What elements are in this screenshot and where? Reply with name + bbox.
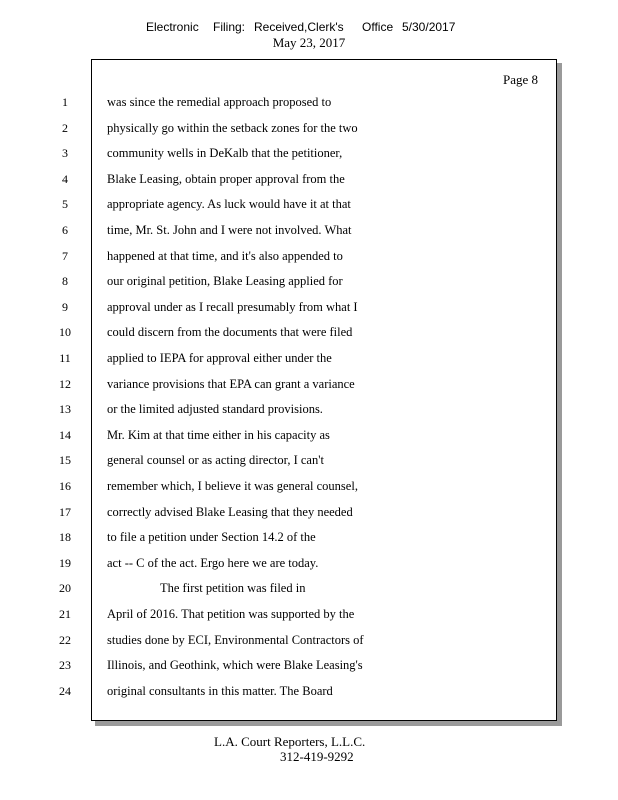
footer-phone: 312-419-9292 <box>280 749 354 764</box>
line-text: remember which, I believe it was general counsel, <box>107 479 358 493</box>
line-text: The first petition was filed in <box>160 581 306 596</box>
line-number: 8 <box>62 274 68 289</box>
line-number: 21 <box>59 607 71 621</box>
line-number: 7 <box>62 248 68 263</box>
line-text: could discern from the documents that were filed <box>107 325 353 340</box>
line-text: original consultants in this matter. The Board <box>107 683 333 698</box>
line-text: general counsel or as acting director, I can't <box>107 453 324 468</box>
line-number: 1 <box>62 95 68 109</box>
page-number: Page 8 <box>503 72 539 87</box>
line-text: studies done by ECI, Environmental Contractors of <box>107 632 364 647</box>
line-text: was since the remedial approach proposed to <box>107 95 332 109</box>
line-number: 6 <box>62 223 68 237</box>
line-number: 5 <box>62 197 68 212</box>
stamp-received: Received,Clerk's <box>254 20 344 34</box>
line-number: 19 <box>59 555 71 570</box>
line-number: 16 <box>59 479 71 493</box>
stamp-filing: Filing: <box>213 20 246 34</box>
line-text: approval under as I recall presumably from what I <box>107 299 358 314</box>
line-number: 20 <box>59 581 71 596</box>
line-text: community wells in DeKalb that the petitioner, <box>107 146 343 161</box>
stamp-office: Office <box>362 20 394 34</box>
footer-company: L.A. Court Reporters, L.L.C. <box>214 734 366 749</box>
line-number: 22 <box>59 632 71 647</box>
line-number: 13 <box>59 402 71 417</box>
line-text: appropriate agency. As luck would have it at that <box>107 197 351 212</box>
stamp-date: 5/30/2017 <box>402 20 456 34</box>
line-text: to file a petition under Section 14.2 of the <box>107 530 316 545</box>
line-text: Blake Leasing, obtain proper approval from the <box>107 171 345 186</box>
line-text: applied to IEPA for approval either under the <box>107 351 332 365</box>
line-text: our original petition, Blake Leasing applied for <box>107 274 343 289</box>
line-text: correctly advised Blake Leasing that they needed <box>107 504 353 519</box>
stamp-electronic: Electronic <box>146 20 199 34</box>
line-text: Illinois, and Geothink, which were Blake Leasing's <box>107 658 363 673</box>
line-number: 2 <box>62 120 68 135</box>
line-number: 4 <box>62 171 68 186</box>
line-number: 9 <box>62 299 68 314</box>
line-number: 18 <box>59 530 71 545</box>
line-text: time, Mr. St. John and I were not involved. What <box>107 223 352 237</box>
line-text: variance provisions that EPA can grant a variance <box>107 376 355 391</box>
line-text: or the limited adjusted standard provisions. <box>107 402 323 417</box>
line-number: 3 <box>62 146 68 161</box>
line-text: happened at that time, and it's also appended to <box>107 248 343 263</box>
transcript-date: May 23, 2017 <box>272 35 346 50</box>
line-number: 14 <box>59 427 71 442</box>
line-text: physically go within the setback zones for the two <box>107 120 358 135</box>
line-text: April of 2016. That petition was supported by the <box>107 607 355 621</box>
line-text: act -- C of the act. Ergo here we are today. <box>107 555 319 570</box>
line-number: 23 <box>59 658 71 673</box>
line-text: Mr. Kim at that time either in his capacity as <box>107 427 330 442</box>
line-number: 12 <box>59 376 71 391</box>
line-number: 24 <box>59 683 71 698</box>
line-number: 10 <box>59 325 71 340</box>
line-number: 11 <box>59 351 71 365</box>
line-number: 17 <box>59 504 71 519</box>
line-number: 15 <box>59 453 71 468</box>
